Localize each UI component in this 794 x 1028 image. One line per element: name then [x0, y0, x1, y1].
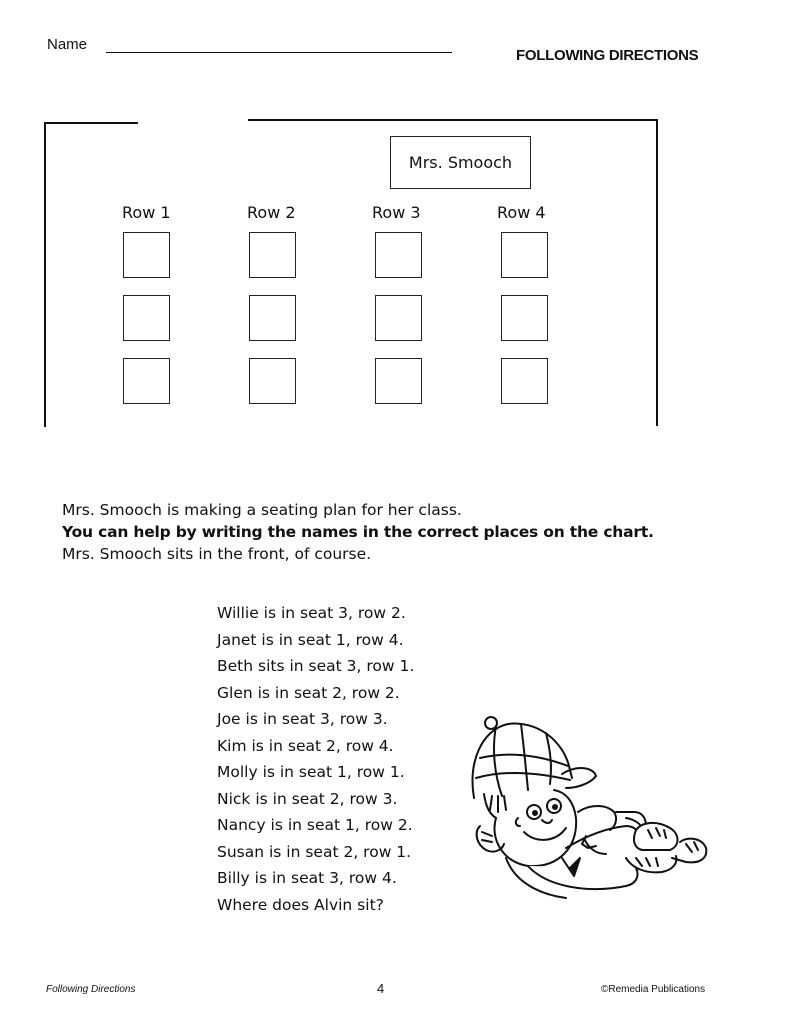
- seat-row2-seat3[interactable]: [249, 358, 296, 404]
- seat-row4-seat1[interactable]: [501, 232, 548, 278]
- clue-item: Molly is in seat 1, row 1.: [217, 763, 405, 781]
- question-item: Where does Alvin sit?: [217, 895, 384, 914]
- seat-row1-seat1[interactable]: [123, 232, 170, 278]
- row-label-3: Row 3: [372, 203, 421, 222]
- top-wall-right: [248, 119, 658, 121]
- row-label-1: Row 1: [122, 203, 171, 222]
- footer-publisher: ©Remedia Publications: [601, 984, 706, 995]
- instruction-line-1: Mrs. Smooch is making a seating plan for her class.: [62, 501, 462, 519]
- clue-item: Beth sits in seat 3, row 1.: [217, 657, 415, 675]
- clue-list: [217, 600, 414, 918]
- name-label: Name: [47, 36, 88, 53]
- clue-item: Billy is in seat 3, row 4.: [217, 869, 397, 887]
- clue-item: Glen is in seat 2, row 2.: [217, 683, 400, 702]
- clue-item: Susan is in seat 2, row 1.: [217, 842, 412, 861]
- teacher-desk: Mrs. Smooch: [390, 136, 531, 189]
- seat-row4-seat3[interactable]: [501, 358, 548, 404]
- row-label-2: Row 2: [247, 203, 296, 222]
- instruction-line-2: You can help by writing the names in the correct places on the chart.: [62, 523, 654, 541]
- seat-row3-seat1[interactable]: [375, 232, 422, 278]
- seat-row3-seat3[interactable]: [375, 358, 422, 404]
- clue-item: Nancy is in seat 1, row 2.: [217, 816, 413, 834]
- clue-item: Janet is in seat 1, row 4.: [217, 630, 404, 649]
- seat-row2-seat1[interactable]: [249, 232, 296, 278]
- row-label-4: Row 4: [497, 203, 546, 222]
- clue-item: Willie is in seat 3, row 2.: [217, 604, 406, 622]
- footer-book-title: Following Directions: [46, 984, 136, 995]
- page-number: 4: [377, 981, 385, 996]
- seat-row3-seat2[interactable]: [375, 295, 422, 341]
- top-wall-left: [44, 122, 138, 124]
- boy-lying-with-cap-icon: [466, 708, 711, 908]
- instructions: [62, 499, 654, 565]
- seat-row4-seat2[interactable]: [501, 295, 548, 341]
- clue-item: Joe is in seat 3, row 3.: [217, 710, 388, 728]
- seat-row2-seat2[interactable]: [249, 295, 296, 341]
- seat-row1-seat2[interactable]: [123, 295, 170, 341]
- clue-item: Kim is in seat 2, row 4.: [217, 736, 394, 755]
- clue-item: Nick is in seat 2, row 3.: [217, 789, 398, 808]
- instruction-line-3: Mrs. Smooch sits in the front, of course.: [62, 545, 372, 563]
- left-wall: [44, 122, 46, 427]
- right-wall: [656, 119, 658, 426]
- seat-row1-seat3[interactable]: [123, 358, 170, 404]
- classroom-diagram: [0, 0, 794, 440]
- section-title: FOLLOWING DIRECTIONS: [516, 47, 699, 64]
